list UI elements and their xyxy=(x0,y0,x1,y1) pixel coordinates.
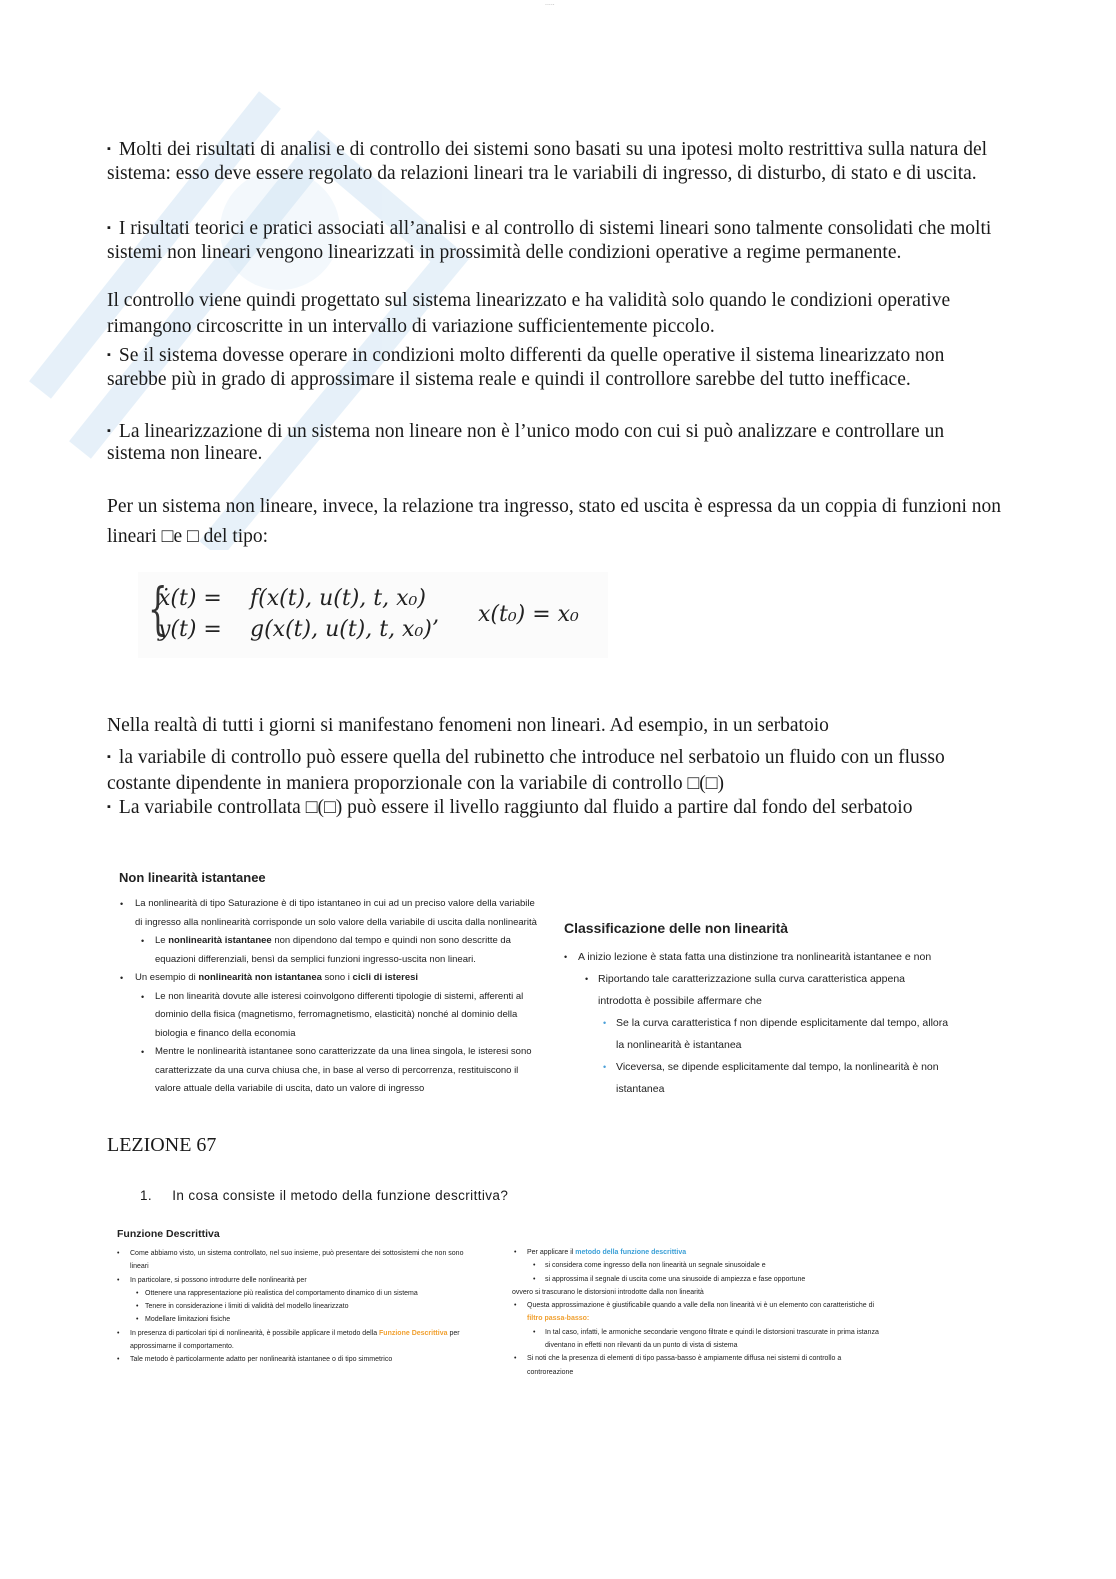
eq-line1-rhs: f(x(t), u(t), t, x₀) xyxy=(250,586,426,611)
slide-title: Classificazione delle non linearità xyxy=(564,920,789,936)
slide-classificazione xyxy=(560,920,950,1100)
eq-line2-rhs: g(x(t), u(t), t, x₀)’ xyxy=(250,617,439,642)
list-item: • Tale metodo è particolarmente adatto per nonlinearità istantanee o di tipo simmetrico xyxy=(115,1353,480,1366)
list-item: • Mentre le nonlinearità istantanee sono caratterizzate da una linea singola, le isteresi sono caratterizzate da una curva chiusa che, in base al verso di percorrenza, restituiscono il valore attuale della variabile di uscita, dato un valore di ingresso xyxy=(105,1043,537,1099)
list-item: • Modellare limitazioni fisiche xyxy=(115,1313,480,1326)
list-item: • Per applicare il metodo della funzione descrittiva xyxy=(512,1246,887,1259)
header-mark: ..... xyxy=(545,0,555,7)
question xyxy=(140,1188,508,1203)
eq-line1-lhs: ẋ(t) = xyxy=(158,586,222,611)
list-item: • Si noti che la presenza di elementi di tipo passa-basso è ampiamente diffusa nei sistemi di controllo a controreazione xyxy=(512,1352,887,1379)
slide-non-linearita-istantanee xyxy=(105,870,537,1099)
slide-funzione-descrittiva-2 xyxy=(512,1246,887,1379)
list-item: • Le non linearità dovute alle isteresi coinvolgono differenti tipologie di sistemi, afferenti al dominio della fisica (magnetismo, ferromagnetismo, elasticità) nonché al dominio della biologia e financo della economia xyxy=(105,988,537,1044)
list-item: • Ottenere una rappresentazione più realistica del comportamento dinamico di un sistema xyxy=(115,1287,480,1300)
eq-line2-lhs: y(t) = xyxy=(158,617,222,642)
slide-title: Non linearità istantanee xyxy=(119,870,266,885)
slide-title: Funzione Descrittiva xyxy=(117,1228,220,1240)
list-item: • Riportando tale caratterizzazione sulla curva caratteristica appena introdotta è possibile affermare che xyxy=(560,968,950,1012)
paragraph: Per un sistema non lineare, invece, la relazione tra ingresso, stato ed uscita è espressa da un coppia di funzioni non lineari □e □ del tipo: xyxy=(107,496,1002,547)
list-item: • Tenere in considerazione i limiti di validità del modello linearizzato xyxy=(115,1300,480,1313)
list-item: • Se la curva caratteristica f non dipende esplicitamente dal tempo, allora la nonlinearità è istantanea xyxy=(560,1012,950,1056)
list-item: • si approssima il segnale di uscita come una sinusoide di ampiezza e fase opportune xyxy=(512,1273,887,1286)
question-number: 1. xyxy=(140,1188,153,1203)
lesson-title: LEZIONE 67 xyxy=(107,1134,217,1156)
paragraph-bullet: ▪ La linearizzazione di un sistema non lineare non è l’unico modo con cui si può analizzare e controllare un sistema non lineare. xyxy=(107,420,1007,465)
list-item: • La nonlinearità di tipo Saturazione è di tipo istantaneo in cui ad un preciso valore della variabile di ingresso alla nonlinearità corrisponde un solo valore della variabile di uscita dalla nonlinearità xyxy=(105,895,537,932)
paragraph-bullet: ▪ Se il sistema dovesse operare in condizioni molto differenti da quelle operative il sistema linearizzato non sarebbe più in grado di approssimare il sistema reale e quindi il controllore sarebbe del tutto inefficace. xyxy=(107,343,1007,392)
list-item: • In particolare, si possono introdurre delle nonlinearità per xyxy=(115,1274,480,1287)
slide-funzione-descrittiva xyxy=(115,1228,480,1367)
state-equation xyxy=(138,572,608,658)
list-item: • A inizio lezione è stata fatta una distinzione tra nonlinearità istantanee e non xyxy=(560,946,950,968)
list-item: • si considera come ingresso della non linearità un segnale sinusoidale e xyxy=(512,1259,887,1272)
list-item: • In tal caso, infatti, le armoniche secondarie vengono filtrate e quindi le distorsioni trascurate in prima istanza diventano in effetti non rilevanti da un punto di vista di sistema xyxy=(512,1326,887,1353)
list-item: ovvero si trascurano le distorsioni introdotte dalla non linearità xyxy=(512,1288,704,1296)
eq-initial-condition: x(t₀) = x₀ xyxy=(478,602,579,627)
brace-icon: { xyxy=(148,577,168,642)
paragraph-bullet: ▪ I risultati teorici e pratici associati all’analisi e al controllo di sistemi lineari sono talmente consolidati che molti sistemi non lineari vengono linearizzati in prossimità delle condizioni operative a regime permanente. xyxy=(107,216,1007,265)
question-text: In cosa consiste il metodo della funzione descrittiva? xyxy=(172,1188,509,1203)
paragraph: Nella realtà di tutti i giorni si manifestano fenomeni non lineari. Ad esempio, in un serbatoio xyxy=(107,715,829,736)
paragraph-bullet: ▪ la variabile di controllo può essere quella del rubinetto che introduce nel serbatoio un fluido con un flusso costante dipendente in maniera proporzionale con la variabile di controllo □(□) xyxy=(107,744,1007,797)
list-item: • Come abbiamo visto, un sistema controllato, nel suo insieme, può presentare dei sottosistemi che non sono lineari xyxy=(115,1247,480,1274)
list-item: • Questa approssimazione è giustificabile quando a valle della non linearità vi è un elemento con caratteristiche di filtro passa-basso: xyxy=(512,1299,887,1326)
paragraph-bullet: ▪ La variabile controllata □(□) può essere il livello raggiunto dal fluido a partire dal fondo del serbatoio xyxy=(107,796,1007,819)
paragraph-bullet: ▪ Molti dei risultati di analisi e di controllo dei sistemi sono basati su una ipotesi molto restrittiva sulla natura del sistema: esso deve essere regolato da relazioni lineari tra le variabili di ingresso, di disturbo, di stato e di uscita. xyxy=(107,137,1007,186)
list-item: • Un esempio di nonlinearità non istantanea sono i cicli di isteresi xyxy=(105,969,537,988)
list-item: • Le nonlinearità istantanee non dipendono dal tempo e quindi non sono descritte da equazioni differenziali, bensì da semplici funzioni ingresso-uscita non lineari. xyxy=(105,932,537,969)
list-item: • In presenza di particolari tipi di nonlinearità, è possibile applicare il metodo della Funzione Descrittiva per approssimarne il comportamento. xyxy=(115,1327,480,1354)
paragraph: Il controllo viene quindi progettato sul sistema linearizzato e ha validità solo quando le condizioni operative rimangono circoscritte in un intervallo di variazione sufficientemente piccolo. xyxy=(107,290,951,337)
list-item: • Viceversa, se dipende esplicitamente dal tempo, la nonlinearità è non istantanea xyxy=(560,1056,950,1100)
